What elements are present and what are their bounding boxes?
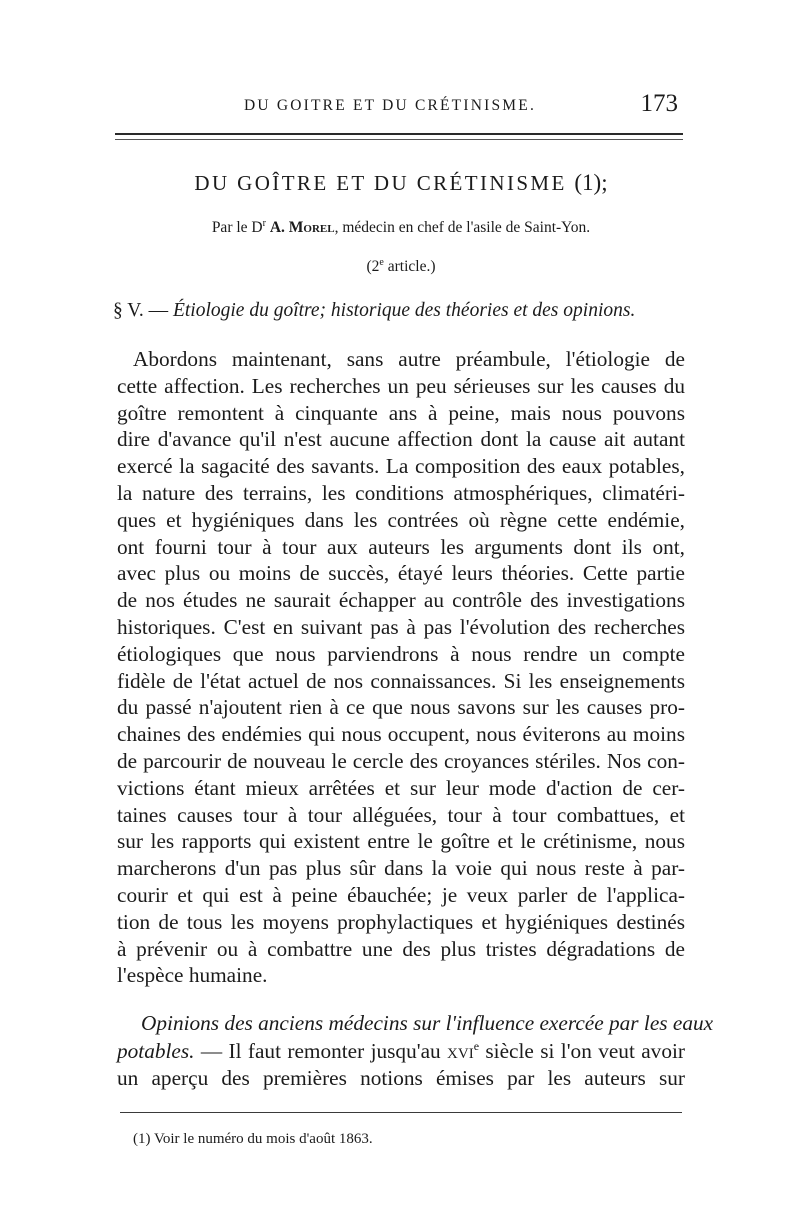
byline (120, 218, 682, 237)
body-line: étiologiques que nous parviendrons à nous rendre un compte (117, 641, 685, 666)
body-line: à prévenir ou à combattre une des plus tristes dégradations de (117, 936, 685, 961)
body-line: goître remontent à cinquante ans à peine, mais nous pouvons (117, 400, 685, 425)
article-title-text: DU GOÎTRE ET DU CRÉTINISME (194, 171, 567, 195)
part-superscript: e (379, 257, 384, 268)
article-part (120, 257, 682, 276)
body-line: de nos études ne saurait échapper au contrôle des investigations (117, 588, 685, 613)
century-numeral: xvi (447, 1038, 474, 1063)
century-superscript: e (473, 1038, 480, 1053)
body-line: ont fourni tour à tour aux auteurs les arguments dont ils ont, (117, 534, 685, 559)
body-line: fidèle de l'état actuel de nos connaissances. Si les enseignements (117, 668, 685, 693)
section-title: Étiologie du goître; historique des théories et des opinions. (172, 300, 636, 321)
body-line: Abordons maintenant, sans autre préambule, l'étiologie de (133, 347, 685, 371)
body-line: exercé la sagacité des savants. La composition des eaux potables, (117, 454, 685, 479)
footnote-rule (120, 1112, 682, 1113)
running-title: DU GOITRE ET DU CRÉTINISME. (243, 97, 537, 114)
byline-prefix: Par le D (211, 219, 263, 237)
body-line: victions étant mieux arrêtées et sur leur mode d'action de cer- (117, 775, 685, 800)
body-line: dire d'avance qu'il n'est aucune affection dont la cause ait autant (117, 427, 685, 452)
body-line: ques et hygiéniques dans les contrées où règne cette endémie, (117, 507, 685, 532)
body-paragraph (117, 346, 685, 989)
page-number: 173 (640, 90, 678, 117)
body-line: avec plus ou moins de succès, étayé leurs théories. Cette partie (117, 561, 685, 586)
subsection-heading-end: potables. (117, 1038, 195, 1063)
body-line: marcherons d'un pas plus sûr dans la voie qui nous reste à par- (117, 856, 685, 881)
section-number: § V. — (113, 300, 173, 321)
body-line: l'espèce humaine. (117, 963, 268, 988)
subsection-paragraph (117, 1010, 714, 1093)
body-line: chaines des endémies qui nous occupent, nous éviterons au moins (117, 722, 685, 747)
body-line: la nature des terrains, les conditions atmosphériques, climatéri- (117, 480, 685, 505)
header-rule-thin (115, 139, 683, 140)
part-open: (2 (366, 258, 380, 276)
author-name: A. Morel (269, 219, 335, 237)
body-line: cette affection. Les recherches un peu sérieuses sur les causes du (117, 373, 685, 398)
article-title (120, 170, 682, 196)
body-line: du passé n'ajoutent rien à ce que nous savons sur les causes pro- (117, 695, 685, 720)
subsection-text: — Il faut remonter jusqu'au (194, 1038, 448, 1063)
byline-suffix: , médecin en chef de l'asile de Saint-Yon. (334, 219, 591, 237)
body-line: tion de tous les moyens prophylactiques et hygiéniques destinés (117, 909, 685, 934)
subsection-text: siècle si l'on veut avoir (479, 1038, 685, 1063)
part-close: article.) (383, 258, 436, 276)
header-rule-thick (115, 133, 683, 135)
byline-superscript: r (262, 218, 266, 229)
subsection-line: un aperçu des premières notions émises par les auteurs sur (117, 1066, 685, 1090)
body-line: historiques. C'est en suivant pas à pas l'évolution des recherches (117, 614, 685, 639)
section-heading (113, 300, 688, 322)
subsection-line (117, 1038, 685, 1066)
body-line: courir et qui est à peine ébauchée; je veux parler de l'applica- (117, 882, 685, 907)
body-line: taines causes tour à tour alléguées, tour à tour combattues, et (117, 802, 685, 827)
body-line: sur les rapports qui existent entre le goître et le crétinisme, nous (117, 829, 685, 854)
body-line: de parcourir de nouveau le cercle des croyances stériles. Nos con- (117, 748, 685, 773)
footnote: (1) Voir le numéro du mois d'août 1863. (133, 1131, 373, 1147)
footnote-reference: (1); (574, 170, 608, 195)
subsection-heading: Opinions des anciens médecins sur l'influence exercée par les eaux (141, 1011, 714, 1035)
